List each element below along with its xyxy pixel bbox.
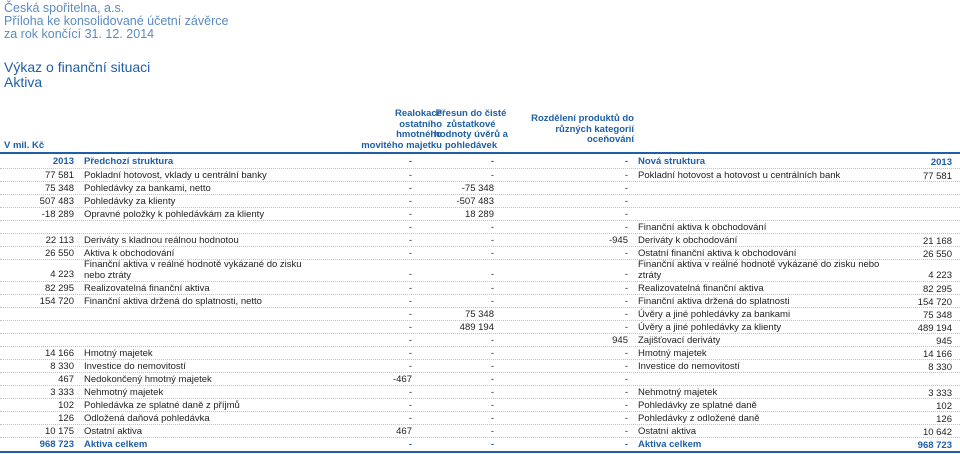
split-value: - [624,400,628,411]
reclass-value: -467 [392,374,412,385]
table-row [0,411,960,425]
transfer-value: - [490,361,494,372]
transfer-value: 489 194 [459,322,494,333]
new-value: 945 [936,336,952,347]
prev-label: Nedokončený hmotný majetek [84,374,212,385]
new-label: Zajišťovací deriváty [638,335,721,346]
new-value: 14 166 [922,349,952,360]
reclass-value: - [408,335,412,346]
new-label: Nehmotný majetek [638,387,718,398]
reclass-value: - [408,170,412,181]
split-value: - [624,170,628,181]
table-row [0,281,960,295]
col-split-header [522,114,634,146]
table-row [0,398,960,412]
col-transfer-line: zůstatkové [446,118,496,130]
reclass-value: - [408,387,412,398]
prev-value: 75 348 [44,183,74,194]
table-row [0,259,960,282]
transfer-value: - [490,283,494,294]
table-top-rule [0,152,960,154]
new-label: Aktiva celkem [638,439,702,450]
transfer-value: - [490,426,494,437]
col-split-line: oceňování [587,134,634,145]
prev-value: -18 289 [41,209,74,220]
new-label: Pohledávky z odložené daně [638,413,760,424]
transfer-value: - [490,235,494,246]
transfer-value: - [490,400,494,411]
reclass-value: - [408,283,412,294]
prev-value: 3 333 [50,387,74,398]
split-value: - [624,269,628,280]
prev-label: Aktiva k obchodování [84,248,175,259]
split-value: - [624,209,628,220]
table-row [0,246,960,260]
split-value: - [624,222,628,233]
reclass-value: - [408,196,412,207]
new-label: Ostatní finanční aktiva k obchodování [638,248,797,259]
prev-value: 507 483 [39,196,74,207]
table-row [0,155,960,168]
new-value: 8 330 [928,362,952,373]
table-row [0,437,960,452]
table-row [0,307,960,321]
reclass-value: - [408,348,412,359]
transfer-value: -75 348 [461,183,494,194]
statement-title: Výkaz o finanční situaci [4,59,151,75]
reclass-value: - [408,235,412,246]
split-value: 945 [612,335,628,346]
prev-value: 102 [58,400,74,411]
prev-value: 126 [58,413,74,424]
new-value: 102 [936,401,952,412]
table-row [0,168,960,182]
table-row [0,359,960,373]
new-value: 154 720 [917,297,952,308]
new-label: Investice do nemovitostí [638,361,740,372]
table-row [0,194,960,208]
split-value: - [624,361,628,372]
prev-label: Pohledávky za klienty [84,196,176,207]
transfer-value: - [490,222,494,233]
table-row [0,181,960,195]
table-row [0,333,960,347]
new-label: Pokladní hotovost a hotovost u centrálních bank [638,170,841,181]
transfer-value: - [490,439,494,450]
table-row [0,233,960,247]
split-value: - [624,309,628,320]
reclass-value: - [408,296,412,307]
reclass-value: - [408,222,412,233]
split-value: - [624,322,628,333]
split-value: - [624,426,628,437]
transfer-value: - [490,387,494,398]
prev-label: Finanční aktiva v reálné hodnotě vykázané do zisku nebo ztráty [84,259,302,281]
new-label: Úvěry a jiné pohledávky za bankami [638,309,791,320]
new-label: Hmotný majetek [638,348,707,359]
new-value: 75 348 [922,310,952,321]
prev-label: Opravné položky k pohledávkám za klienty [84,209,265,220]
reclass-value: - [408,322,412,333]
table-row [0,220,960,234]
new-value: 21 168 [922,236,952,247]
prev-value: 8 330 [50,361,74,372]
split-value: -945 [608,235,628,246]
prev-label: Předchozí struktura [84,156,174,167]
document-name: Příloha ke konsolidované účetní závěrce [4,14,229,28]
new-value: 77 581 [922,171,952,182]
transfer-value: 75 348 [464,309,494,320]
table-bottom-rule [0,451,960,453]
col-split-line: Rozdělení produktů do [531,113,634,124]
prev-value: 2013 [52,156,74,167]
col-transfer-line: hodnoty úvěrů a [434,129,508,140]
new-label: Ostatní aktiva [638,426,697,437]
reclass-value: - [408,413,412,424]
prev-label: Finanční aktiva držená do splatnosti, netto [84,296,262,307]
prev-label: Pohledávka ze splatné daně z příjmů [84,400,240,411]
split-value: - [624,283,628,294]
statement-subtitle: Aktiva [4,74,43,90]
prev-value: 26 550 [44,248,74,259]
table-row [0,385,960,399]
new-value: 10 642 [922,427,952,438]
col-split-line: různých kategorií [555,123,634,135]
prev-value: 4 223 [50,269,74,280]
prev-label: Ostatní aktiva [84,426,143,437]
transfer-value: 18 289 [464,209,494,220]
prev-label: Pokladní hotovost, vklady u centrální banky [84,170,267,181]
company-name: Česká spořitelna, a.s. [4,1,125,15]
split-value: - [624,439,628,450]
reclass-value: - [408,269,412,280]
prev-value: 77 581 [44,170,74,181]
split-value: - [624,374,628,385]
new-value: 26 550 [922,249,952,260]
new-label: Realizovatelná finanční aktiva [638,283,764,294]
new-value: 4 223 [928,270,952,281]
transfer-value: - [490,156,494,167]
new-value: 968 723 [917,440,952,451]
reclass-value: - [408,439,412,450]
prev-label: Realizovatelná finanční aktiva [84,283,210,294]
new-value: 126 [936,414,952,425]
transfer-value: - [490,413,494,424]
split-value: - [624,413,628,424]
new-label: Úvěry a jiné pohledávky za klienty [638,322,782,333]
prev-value: 154 720 [39,296,74,307]
reclass-value: - [408,248,412,259]
prev-label: Odložená daňová pohledávka [84,413,210,424]
transfer-value: - [490,269,494,280]
transfer-value: - [490,348,494,359]
new-label: Finanční aktiva držená do splatnosti [638,296,790,307]
table-row [0,207,960,221]
col-reclass-line: Realokace [394,108,442,119]
prev-value: 968 723 [39,439,74,450]
report-header [4,2,228,41]
col-reclass-line: hmotného [396,129,442,140]
reclass-value: 467 [396,426,412,437]
col-transfer-header [416,109,526,151]
unit-label: V mil. Kč [4,140,45,151]
prev-label: Pohledávky za bankami, netto [84,183,211,194]
split-value: - [624,248,628,259]
split-value: - [624,387,628,398]
table-row [0,294,960,308]
new-value: 2013 [930,157,952,168]
new-label: Nová struktura [638,156,706,167]
split-value: - [624,196,628,207]
statement-title-block [4,60,150,90]
prev-label: Investice do nemovitostí [84,361,186,372]
transfer-value: -507 483 [456,196,494,207]
transfer-value: - [490,335,494,346]
new-value: 82 295 [922,284,952,295]
table-row [0,346,960,360]
reclass-value: - [408,400,412,411]
reclass-value: - [408,309,412,320]
reclass-value: - [408,183,412,194]
col-reclass-line: ostatního [399,118,442,130]
table-row [0,372,960,386]
transfer-value: - [490,296,494,307]
prev-label: Aktiva celkem [84,439,148,450]
new-label: Finanční aktiva v reálné hodnotě vykázané do zisku nebo ztráty [638,259,880,281]
prev-label: Hmotný majetek [84,348,153,359]
transfer-value: - [490,170,494,181]
transfer-value: - [490,248,494,259]
prev-value: 467 [58,374,74,385]
col-transfer-line: Přesun do čisté [435,108,507,119]
split-value: - [624,183,628,194]
table-row [0,424,960,438]
reclass-value: - [408,209,412,220]
prev-value: 14 166 [44,348,74,359]
col-reclass-line: movitého majetku [361,139,442,151]
period-label: za rok končící 31. 12. 2014 [4,27,155,41]
prev-label: Deriváty s kladnou reálnou hodnotou [84,235,239,246]
prev-value: 10 175 [44,426,74,437]
reclass-value: - [408,361,412,372]
new-label: Deriváty k obchodování [638,235,738,246]
split-value: - [624,156,628,167]
new-value: 3 333 [928,388,952,399]
split-value: - [624,296,628,307]
split-value: - [624,348,628,359]
prev-value: 22 113 [45,235,74,246]
col-transfer-line: pohledávek [444,139,498,151]
new-label: Finanční aktiva k obchodování [638,222,767,233]
reclass-value: - [408,156,412,167]
new-label: Pohledávky ze splatné daně [638,400,757,411]
table-row [0,320,960,334]
prev-label: Nehmotný majetek [84,387,164,398]
new-value: 489 194 [917,323,952,334]
prev-value: 82 295 [44,283,74,294]
transfer-value: - [490,374,494,385]
